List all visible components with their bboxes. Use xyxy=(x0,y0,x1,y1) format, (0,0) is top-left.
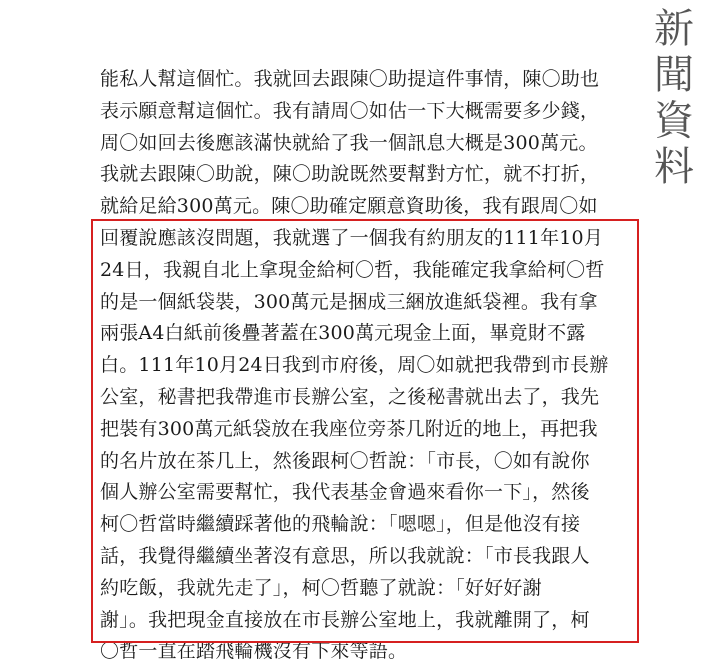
text-line: 回覆說應該沒問題，我就選了一個我有約朋友的111年10月 xyxy=(100,226,604,249)
stamp-char: 新 xyxy=(654,6,694,52)
text-line: 表示願意幫這個忙。我有請周〇如估一下大概需要多少錢， xyxy=(100,99,600,122)
text-line: 24日，我親自北上拿現金給柯〇哲，我能確定我拿給柯〇哲 xyxy=(100,258,605,281)
text-line: 話，我覺得繼續坐著沒有意思，所以我就說：「市長我跟人 xyxy=(100,544,590,567)
stamp-char: 資 xyxy=(654,98,694,144)
text-line: 能私人幫這個忙。我就回去跟陳〇助提這件事情，陳〇助也 xyxy=(100,68,600,90)
text-line: 周〇如回去後應該滿快就給了我一個訊息大概是300萬元。 xyxy=(100,131,598,154)
text-line: 的是一個紙袋裝，300萬元是捆成三綑放進紙袋裡。我有拿 xyxy=(100,290,598,313)
text-line: 的名片放在茶几上，然後跟柯〇哲說：「市長，〇如有說你 xyxy=(100,449,590,472)
text-line: 公室，秘書把我帶進市長辦公室，之後秘書就出去了，我先 xyxy=(100,385,600,408)
text-line: 約吃飯，我就先走了」，柯〇哲聽了就說：「好好好謝 xyxy=(100,576,542,599)
text-line: 個人辦公室需要幫忙，我代表基金會過來看你一下」，然後 xyxy=(100,481,590,504)
text-line: 〇哲一直在踏飛輪機沒有下來等語。 xyxy=(100,640,408,663)
stamp-char: 聞 xyxy=(654,52,694,98)
text-line: 我就去跟陳〇助說，陳〇助說既然要幫對方忙，就不打折， xyxy=(100,163,600,186)
text-line: 兩張A4白紙前後疊著蓋在300萬元現金上面，畢竟財不露 xyxy=(100,322,586,345)
news-material-stamp xyxy=(648,6,700,190)
text-line: 柯〇哲當時繼續踩著他的飛輪說：「嗯嗯」，但是他沒有接 xyxy=(100,513,581,536)
text-line: 就給足給300萬元。陳〇助確定願意資助後，我有跟周〇如 xyxy=(100,195,598,218)
stamp-char: 料 xyxy=(654,144,694,190)
text-line: 謝」。我把現金直接放在市長辦公室地上，我就離開了，柯 xyxy=(100,608,590,631)
testimony-text xyxy=(100,64,640,668)
text-line: 白。111年10月24日我到市府後，周〇如就把我帶到市長辦 xyxy=(100,354,609,377)
text-line: 把裝有300萬元紙袋放在我座位旁茶几附近的地上，再把我 xyxy=(100,417,598,440)
